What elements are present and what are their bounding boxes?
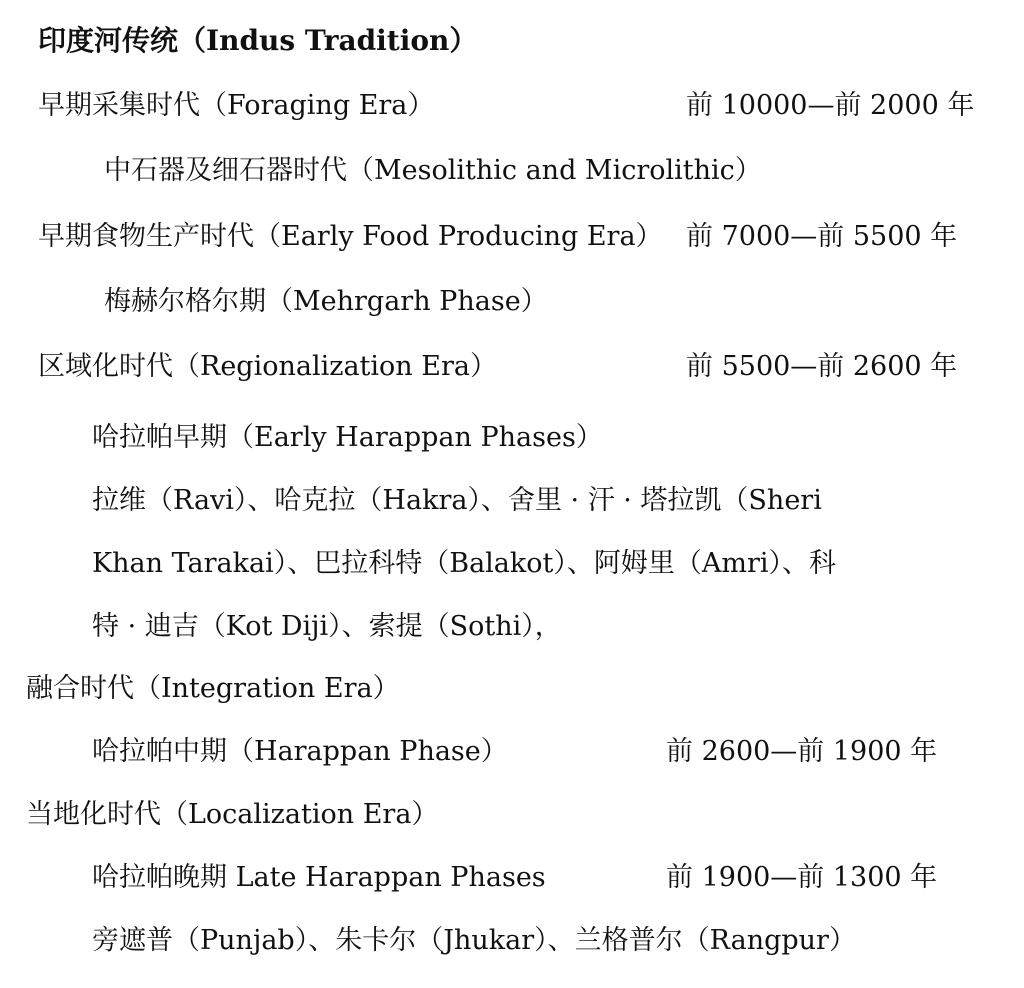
date-harappan: 前 2600—前 1900 年 [666, 736, 938, 767]
phase-late-harappan: 哈拉帕晚期 Late Harappan Phases [92, 862, 546, 893]
era-localization: 当地化时代（Localization Era） [26, 799, 439, 830]
era-regionalization: 区域化时代（Regionalization Era） [38, 351, 497, 382]
era-foraging: 早期采集时代（Foraging Era） [38, 90, 435, 121]
phase-harappan: 哈拉帕中期（Harappan Phase） [92, 736, 508, 767]
date-late-harappan: 前 1900—前 1300 年 [666, 862, 938, 893]
sites-line-3: 特 · 迪吉（Kot Diji）、索提（Sothi）， [92, 611, 562, 642]
phase-mehrgarh: 梅赫尔格尔期（Mehrgarh Phase） [104, 286, 548, 317]
sites-line-2: Khan Tarakai）、巴拉科特（Balakot）、阿姆里（Amri）、科 [92, 548, 837, 579]
phase-early-harappan: 哈拉帕早期（Early Harappan Phases） [92, 422, 603, 453]
sites-line-1: 拉维（Ravi）、哈克拉（Hakra）、舍里 · 汗 · 塔拉凯（Sheri [92, 485, 822, 516]
phase-mesolithic: 中石器及细石器时代（Mesolithic and Microlithic） [104, 155, 762, 186]
era-integration: 融合时代（Integration Era） [26, 673, 400, 704]
date-early-food: 前 7000—前 5500 年 [686, 221, 958, 252]
sites-late: 旁遮普（Punjab）、朱卡尔（Jhukar）、兰格普尔（Rangpur） [92, 925, 856, 956]
date-regionalization: 前 5500—前 2600 年 [686, 351, 958, 382]
date-foraging: 前 10000—前 2000 年 [686, 90, 975, 121]
page-title: 印度河传统（Indus Tradition） [38, 24, 478, 57]
era-early-food: 早期食物生产时代（Early Food Producing Era） [38, 221, 663, 252]
